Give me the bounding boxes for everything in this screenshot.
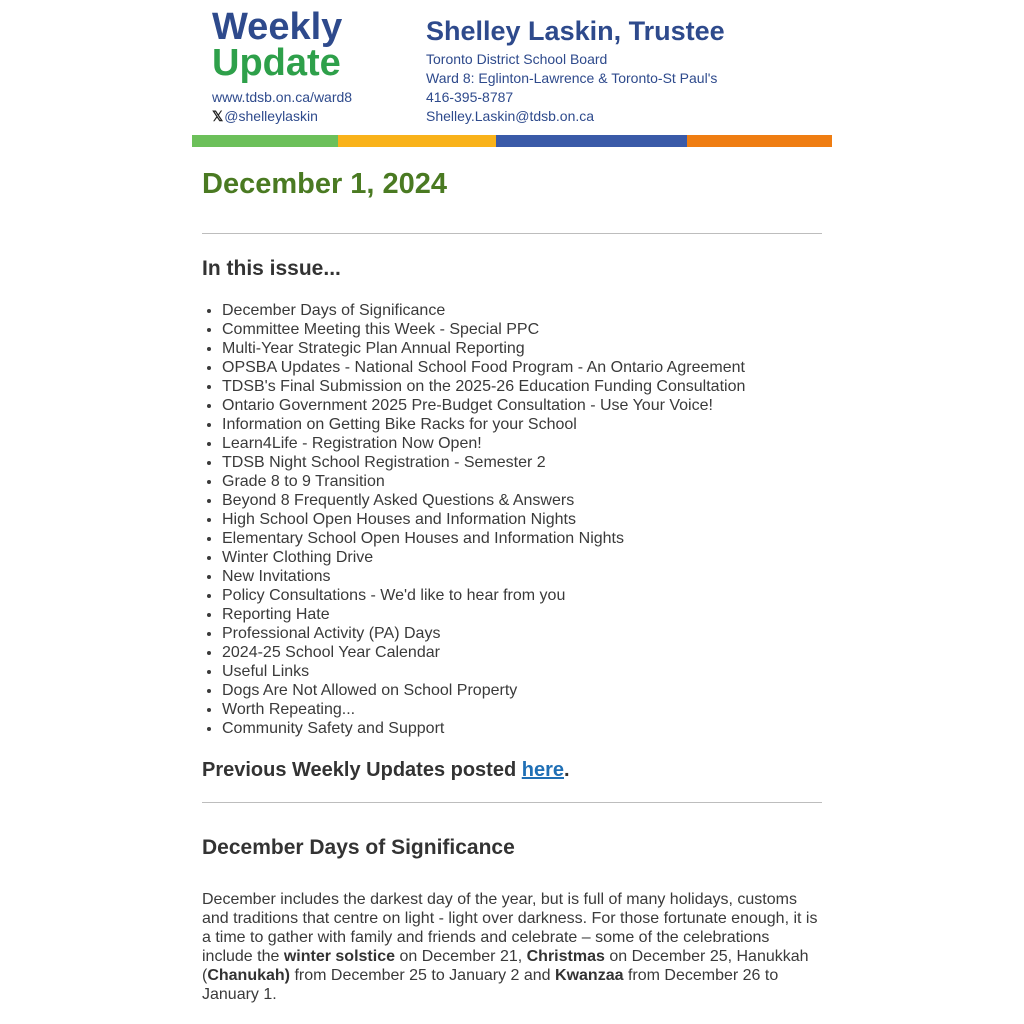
toc-item[interactable]: • Winter Clothing Drive <box>222 548 745 567</box>
toc-item[interactable]: • TDSB Night School Registration - Semester 2 <box>222 453 745 472</box>
para-text: on December 21, <box>395 948 527 965</box>
newsletter-header <box>192 0 832 135</box>
para-bold: winter solstice <box>283 948 395 965</box>
x-logo-icon: 𝕏 <box>212 108 224 124</box>
toc-item[interactable]: • Beyond 8 Frequently Asked Questions & Answers <box>222 491 745 510</box>
para-bold: Kwanzaa <box>555 967 624 984</box>
toc-item[interactable]: • Reporting Hate <box>222 605 745 624</box>
toc-item[interactable]: • Useful Links <box>222 662 745 681</box>
phone-number[interactable]: 416-395-8787 <box>426 89 514 105</box>
email-link[interactable]: Shelley.Laskin@tdsb.on.ca <box>426 108 595 124</box>
board-name: Toronto District School Board <box>426 51 608 67</box>
toc-item[interactable]: • Elementary School Open Houses and Information Nights <box>222 529 745 548</box>
toc-item[interactable]: • OPSBA Updates - National School Food Program - An Ontario Agreement <box>222 358 745 377</box>
toc-item[interactable]: • TDSB's Final Submission on the 2025-26 Education Funding Consultation <box>222 377 745 396</box>
previous-updates-suffix: . <box>564 759 570 781</box>
toc-item[interactable]: • Ontario Government 2025 Pre-Budget Consultation - Use Your Voice! <box>222 396 745 415</box>
toc-item[interactable]: • Committee Meeting this Week - Special PPC <box>222 320 745 339</box>
toc-heading: In this issue... <box>202 257 341 280</box>
twitter-link[interactable] <box>212 107 318 125</box>
previous-updates-prefix: Previous Weekly Updates posted <box>202 759 522 781</box>
toc-item[interactable]: • High School Open Houses and Information Nights <box>222 510 745 529</box>
toc-item[interactable]: • December Days of Significance <box>222 301 745 320</box>
toc-list <box>202 301 745 738</box>
section-paragraph <box>202 890 824 1004</box>
divider <box>202 802 822 803</box>
toc-item[interactable]: • Information on Getting Bike Racks for your School <box>222 415 745 434</box>
stripe-yellow <box>338 135 496 147</box>
toc-item[interactable]: • Learn4Life - Registration Now Open! <box>222 434 745 453</box>
stripe-green <box>192 135 338 147</box>
toc-item[interactable]: • Dogs Are Not Allowed on School Property <box>222 681 745 700</box>
divider <box>202 233 822 234</box>
para-text: from December 26 to January 1. <box>202 967 779 1003</box>
stripe-blue <box>496 135 687 147</box>
toc-item[interactable]: • Professional Activity (PA) Days <box>222 624 745 643</box>
toc-item[interactable]: • Community Safety and Support <box>222 719 745 738</box>
section-heading-december-days: December Days of Significance <box>202 836 515 859</box>
newsletter <box>192 0 832 1003</box>
toc-item[interactable]: • New Invitations <box>222 567 745 586</box>
toc-item[interactable]: • Grade 8 to 9 Transition <box>222 472 745 491</box>
ward-website-link[interactable]: www.tdsb.on.ca/ward8 <box>212 89 353 105</box>
previous-updates-link[interactable]: here <box>521 759 564 781</box>
toc-item[interactable]: • Policy Consultations - We'd like to hear from you <box>222 586 745 605</box>
toc-item[interactable]: • Multi-Year Strategic Plan Annual Reporting <box>222 339 745 358</box>
stripe-orange <box>687 135 832 147</box>
para-text: from December 25 to January 2 and <box>290 967 556 984</box>
para-bold: Christmas <box>526 948 605 965</box>
para-bold: Chanukah) <box>207 967 290 984</box>
toc-item[interactable]: • Worth Repeating... <box>222 700 745 719</box>
twitter-handle: @shelleylaskin <box>224 108 318 124</box>
trustee-name: Shelley Laskin, Trustee <box>426 16 725 46</box>
ward-name: Ward 8: Eglinton-Lawrence & Toronto-St Paul's <box>426 70 718 86</box>
color-stripe <box>192 135 832 147</box>
para-text: December includes the darkest day of the year, but is full of many holidays, customs and traditions that centre on light - light over darkness. For those fortunate enough, it is a time to gather with family and friends and celebrate – some of the celebrations include the <box>202 891 818 965</box>
para-text: on December 25, Hanukkah ( <box>202 948 809 984</box>
toc-item[interactable]: • 2024-25 School Year Calendar <box>222 643 745 662</box>
brand-title-weekly: Weekly <box>212 6 343 48</box>
previous-updates <box>202 757 570 783</box>
issue-date: December 1, 2024 <box>202 168 448 200</box>
brand-title-update: Update <box>212 42 341 84</box>
